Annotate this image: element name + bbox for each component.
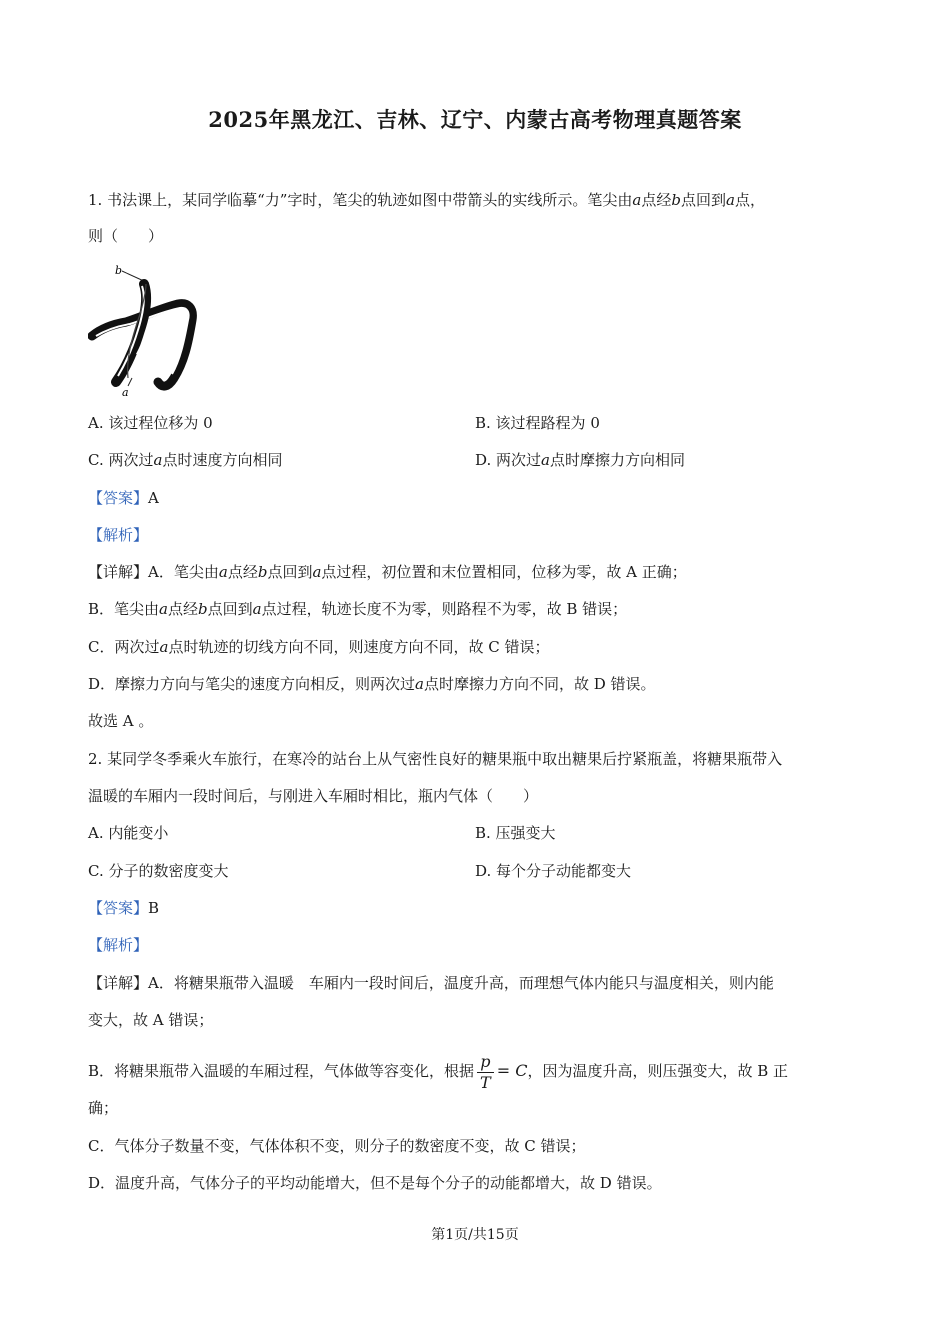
q1-conclusion: 故选 A 。 — [88, 712, 154, 730]
var-b: b — [198, 600, 208, 618]
option-text: 点时摩擦力方向相同 — [549, 451, 685, 469]
q1-option-b: B. 该过程路程为 0 — [475, 414, 600, 432]
q2-detail-c: C．气体分子数量不变，气体体积不变，则分子的数密度不变，故 C 错误； — [88, 1137, 586, 1155]
detail-text: ，因为温度升高，则压强变大，故 B 正 — [527, 1062, 788, 1080]
detail-text: A．笔尖由 — [148, 563, 219, 581]
q1-detail-a — [88, 561, 687, 583]
q2-analysis-tag: 【解析】 — [88, 936, 149, 954]
answer-value: A — [148, 489, 159, 507]
var-b: b — [257, 563, 268, 581]
answer-value: B — [148, 899, 160, 917]
q1-detail-b — [88, 598, 627, 620]
var-a: a — [726, 191, 735, 209]
detail-text: C．两次过 — [88, 638, 160, 656]
q2-option-d: D. 每个分子动能都变大 — [475, 862, 632, 880]
fraction-numerator: p — [477, 1052, 494, 1073]
fraction-denominator: T — [480, 1072, 491, 1092]
q2-detail-d: D．温度升高，气体分子的平均动能增大，但不是每个分子的动能都增大，故 D 错误。 — [88, 1174, 662, 1192]
stroke-down — [116, 284, 146, 382]
var-a: a — [415, 675, 424, 693]
answer-tag: 【答案】 — [88, 489, 149, 507]
detail-text: A．将糖果瓶带入温暖 车厢内一段时间后，温度升高，而理想气体内能只与温度相关，则内能 — [148, 974, 774, 992]
var-b: b — [671, 191, 681, 209]
formula-fraction — [477, 1052, 494, 1093]
var-a: a — [159, 638, 169, 656]
formula-rhs: = C — [496, 1061, 528, 1080]
q2-answer — [88, 897, 159, 919]
q2-detail-a-line1 — [88, 972, 774, 994]
q2-option-c: C. 分子的数密度变大 — [88, 862, 229, 880]
q2-option-a: A. 内能变小 — [88, 824, 169, 842]
option-text: C. 两次过 — [88, 451, 154, 469]
var-a: a — [632, 191, 642, 209]
detail-text: 点回到 — [267, 563, 313, 581]
q2-option-b: B. 压强变大 — [475, 824, 556, 842]
detail-text: 点经 — [167, 600, 198, 618]
detail-text: D．摩擦力方向与笔尖的速度方向相反，则两次过 — [88, 675, 416, 693]
detail-text: B．将糖果瓶带入温暖的车厢过程，气体做等容变化，根据 — [88, 1062, 475, 1080]
detail-tag: 【详解】 — [88, 974, 149, 992]
detail-tag: 【详解】 — [88, 563, 149, 581]
page-title: 2025年黑龙江、吉林、辽宁、内蒙古高考物理真题答案 — [208, 107, 742, 132]
q1-stem-text: 点， — [734, 191, 765, 209]
q1-stem-text: 点回到 — [681, 191, 727, 209]
q1-stem-line1 — [88, 189, 765, 211]
var-a: a — [159, 600, 168, 618]
detail-text: 点回到 — [207, 600, 253, 618]
figure-label-b: b — [115, 264, 123, 277]
var-a: a — [541, 451, 550, 469]
detail-text: 点时轨迹的切线方向不同，则速度方向不同，故 C 错误； — [168, 638, 550, 656]
option-text: D. 两次过 — [475, 451, 542, 469]
q2-detail-b-line2: 确； — [88, 1099, 119, 1117]
q1-detail-d — [88, 673, 656, 695]
detail-text: 点时摩擦力方向不同，故 D 错误。 — [423, 675, 656, 693]
detail-text: 点过程，初位置和末位置相同，位移为零，故 A 正确； — [321, 563, 687, 581]
detail-text: 点经 — [227, 563, 258, 581]
q1-answer — [88, 487, 159, 509]
figure-label-a: a — [122, 386, 129, 398]
q2-detail-b-line1 — [88, 1049, 788, 1093]
option-text: 点时速度方向相同 — [162, 451, 283, 469]
var-a: a — [218, 563, 228, 581]
calligraphy-figure — [88, 258, 200, 398]
var-a: a — [153, 451, 163, 469]
var-a: a — [312, 563, 322, 581]
q2-stem-line2: 温暖的车厢内一段时间后，与刚进入车厢时相比，瓶内气体（ ） — [88, 787, 539, 805]
detail-text: B．笔尖由 — [88, 600, 160, 618]
q1-stem-text: 点经 — [641, 191, 672, 209]
q1-analysis-tag: 【解析】 — [88, 526, 149, 544]
q1-stem-text: 1. 书法课上，某同学临摹“力”字时，笔尖的轨迹如图中带箭头的实线所示。笔尖由 — [88, 191, 633, 209]
q1-option-d — [475, 449, 685, 471]
q2-detail-a-line2: 变大，故 A 错误； — [88, 1011, 214, 1029]
q1-option-a: A. 该过程位移为 0 — [88, 414, 213, 432]
q1-option-c — [88, 449, 282, 471]
q2-stem-line1: 2. 某同学冬季乘火车旅行，在寒冷的站台上从气密性良好的糖果瓶中取出糖果后拧紧瓶盖，将糖果瓶带入 — [88, 750, 783, 768]
q1-stem-line2: 则（ ） — [88, 227, 164, 245]
label-a-leader — [128, 378, 132, 386]
answer-tag: 【答案】 — [88, 899, 149, 917]
q1-detail-c — [88, 636, 549, 658]
detail-text: 点过程，轨迹长度不为零，则路程不为零，故 B 错误； — [261, 600, 628, 618]
var-a: a — [252, 600, 262, 618]
page-footer: 第1页/共15页 — [431, 1227, 519, 1243]
